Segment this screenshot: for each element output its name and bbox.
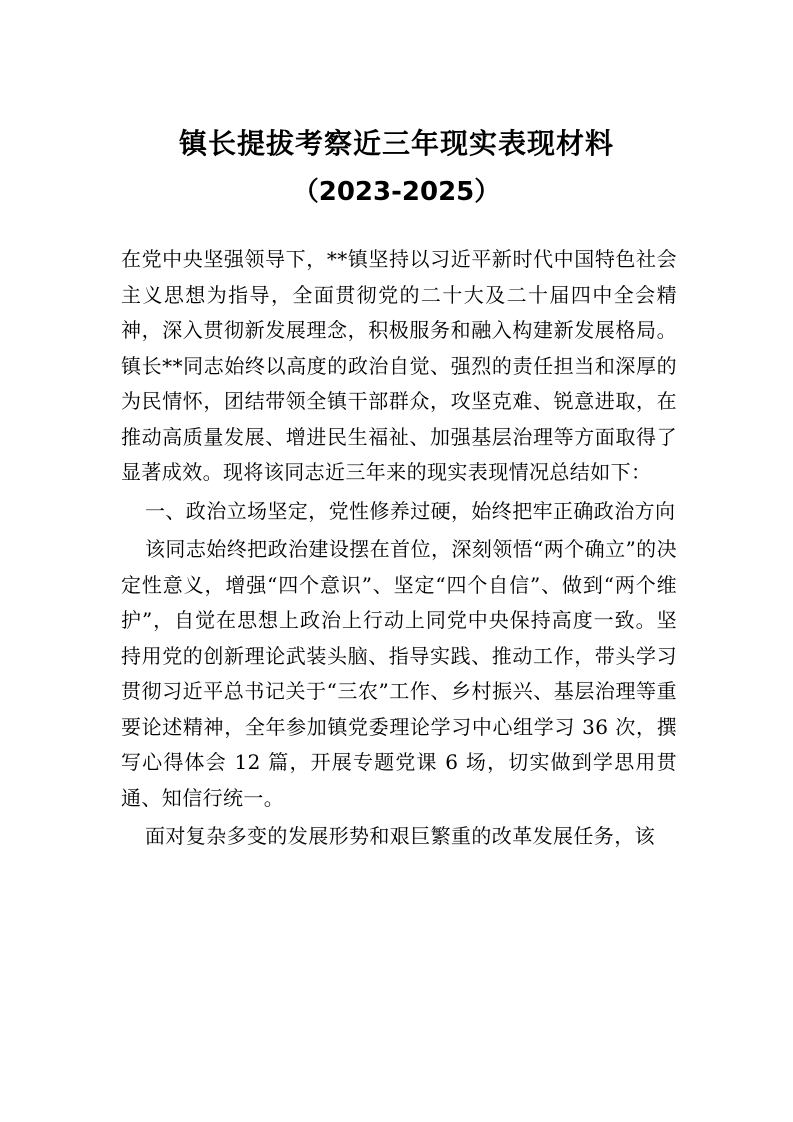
document-body [121, 242, 677, 855]
section-heading-1: 一、政治立场坚定，党性修养过硬，始终把牢正确政治方向 [145, 498, 676, 523]
document-title: 镇长提拔考察近三年现实表现材料 [178, 127, 614, 160]
body-paragraph-continued: 面对复杂多变的发展形势和艰巨繁重的改革发展任务，该 [145, 824, 655, 848]
intro-paragraph: 在党中央坚强领导下，**镇坚持以习近平新时代中国特色社会主义思想为指导，全面贯彻党的二十大及二十届四中全会精神，深入贯彻新发展理念，积极服务和融入构建新发展格局。镇长**同志始终以高度的政治自觉、强烈的责任担当和深厚的为民情怀，团结带领全镇干部群众，攻坚克难、锐意进取，在推动高质量发展、增进民生福祉、加强基层治理等方面取得了显著成效。现将该同志近三年来的现实表现情况总结如下： [121, 247, 677, 484]
document-subtitle: （2023-2025） [292, 177, 501, 207]
body-paragraph: 该同志始终把政治建设摆在首位，深刻领悟“两个确立”的决定性意义，增强“四个意识”、坚定“四个自信”、做到“两个维护”，自觉在思想上政治上行动上同党中央保持高度一致。坚持用党的创新理论武装头脑、指导实践、推动工作，带头学习贯彻习近平总书记关于“三农”工作、乡村振兴、基层治理等重要论述精神，全年参加镇党委理论学习中心组学习 36 次，撰写心得体会 12 篇，开展专题党课 6 场，切实做到学思用贯通、知信行统一。 [121, 537, 677, 810]
